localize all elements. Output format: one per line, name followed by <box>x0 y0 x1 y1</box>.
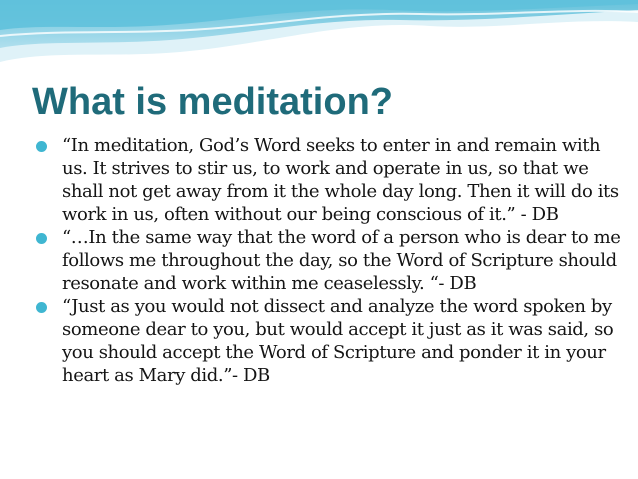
bullet-text: “…In the same way that the word of a person who is dear to me follows me throughout the day, so the Word of Scripture should resonate and work within me ceaselessly. “- DB <box>62 227 621 294</box>
bullet-text: “Just as you would not dissect and analyze the word spoken by someone dear to you, but would accept it just as it was said, so you should accept the Word of Scripture and ponder it in your heart as Mary did.”- DB <box>62 296 614 386</box>
bullet-item <box>34 134 624 226</box>
bullet-list <box>34 134 624 387</box>
bullet-item <box>34 226 624 295</box>
bullet-dot-icon <box>36 141 47 152</box>
bullet-dot-icon <box>36 302 47 313</box>
bullet-item <box>34 295 624 387</box>
bullet-dot-icon <box>36 233 47 244</box>
bullet-text: “In meditation, God’s Word seeks to enter in and remain with us. It strives to stir us, to work and operate in us, so that we shall not get away from it the whole day long. Then it will do its work in us, often without our being conscious of it.” - DB <box>62 135 619 225</box>
decorative-wave-header <box>0 0 638 80</box>
slide-title: What is meditation? <box>32 81 393 123</box>
